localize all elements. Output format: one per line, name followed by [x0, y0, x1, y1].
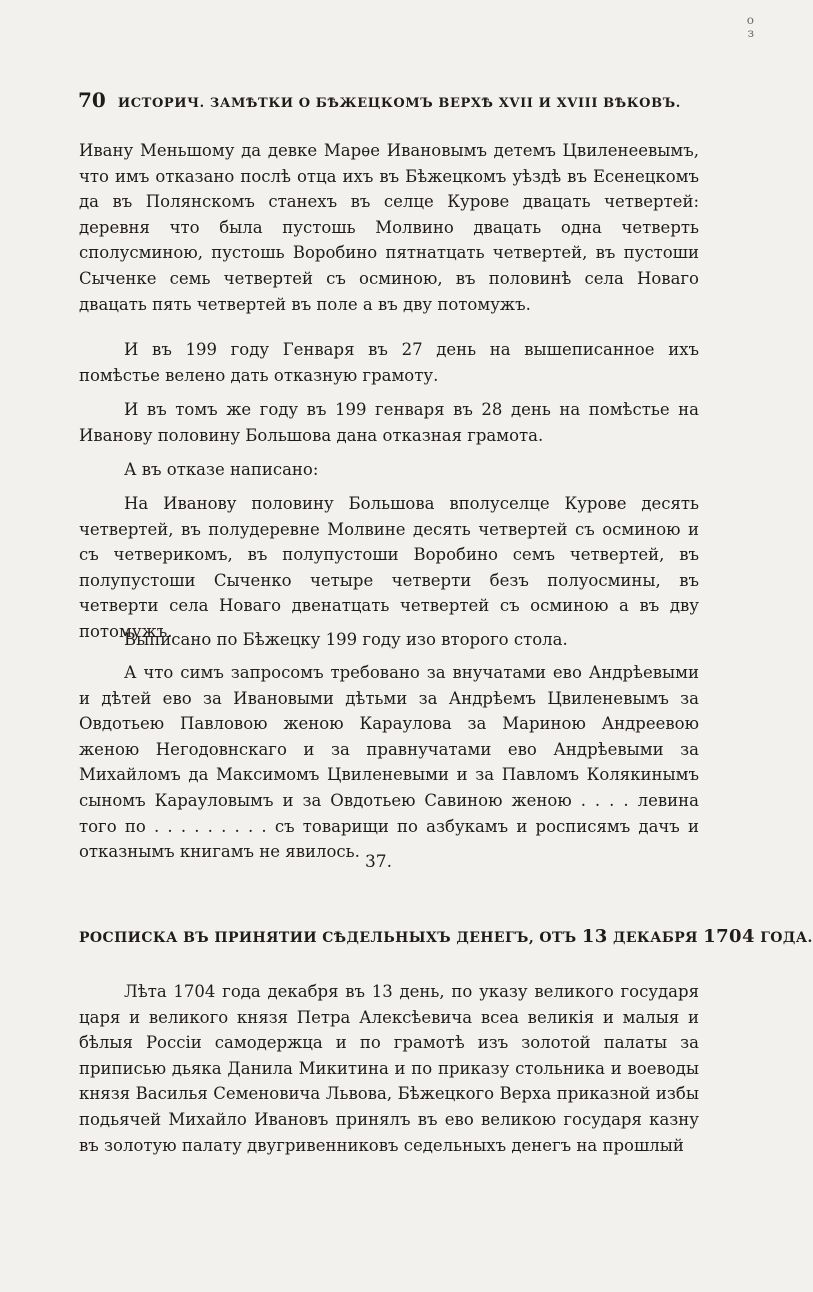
edge-mark-top: о	[746, 13, 754, 27]
section-number: 37.	[364, 852, 393, 872]
paragraph-8: Лѣта 1704 года декабря въ 13 день, по указу великого государя царя и великого князя Петра Алексѣевича всеа великiя и малыя и бѣлыя Россiи самодержца и по грамотѣ изъ золотой палаты за приписью дьяка Данила Микитина и по приказу стольника и воеводы князя Василья Семеновича Львова, Бѣжецкого Верха приказной избы подьячей Михайло Ивановъ принялъ въ ево великою государя казну въ золотую палату двугривенниковъ седельныхъ денегъ на прошлый	[79, 982, 699, 1155]
paragraph-2: И въ 199 году Генваря въ 27 день на вышеписанное ихъ помѣстье велено дать отказную грамоту.	[79, 340, 699, 385]
edge-mark-second: з	[747, 26, 754, 40]
paragraph-7: А что симъ запросомъ требовано за внучатами ево Андрѣевыми и дѣтей ево за Ивановыми дѣтьми за Андрѣемъ Цвиленевымъ за Овдотьею Павловою женою Караулова за Мариною Андреевою женою Негодовнскаго и за правнучатами ево Андрѣевыми за Михайломъ да Максимомъ Цвиленевыми и за Павломъ Колякинымъ сыномъ Карауловымъ и за Овдотьею Савиною женою . . . . левина того по . . . . . . . . . съ товарищи по азбукамъ и росписямъ дачъ и отказнымъ книгамъ не явилось.	[79, 663, 699, 862]
paragraph-3: И въ томъ же году въ 199 генваря въ 28 день на помѣстье на Иванову половину Большова дана отказная грамота.	[79, 400, 699, 445]
document-title	[79, 926, 813, 947]
paragraph-1: Ивану Меньшому да девке Марѳе Ивановымъ детемъ Цвиленеевымъ, что имъ отказано послѣ отца ихъ въ Бѣжецкомъ уѣздѣ въ Есенецкомъ да въ Полянскомъ станехъ въ селце Курове двацать четвертей: деревня что была пустошь Молвино двацать одна четверть сполусминою, пустошь Воробино пятнатцать четвертей, въ пустоши Сыченке семь четвертей съ осминою, въ половинѣ села Новаго двацать пять четвертей въ поле а въ дву потомужъ.	[79, 141, 699, 314]
page-number: 70	[78, 88, 106, 112]
document-title-suffix: ГОДА.	[760, 930, 813, 946]
document-title-month: ДЕКАБРЯ	[613, 930, 698, 946]
running-head-title: ИСТОРИЧ. ЗАМѢТКИ О БѢЖЕЦКОМЪ ВЕРХѢ XVII И XVIII ВѢКОВЪ.	[117, 96, 681, 111]
document-title-year: 1704	[703, 926, 755, 947]
paragraph-5: На Иванову половину Большова вполуселце Курове десять четвертей, въ полудеревне Молвине десять четвертей съ осминою и съ четверикомъ, въ полупустоши Воробино семъ четвертей, въ полупустоши Сыченко четыре четверти безъ полуосмины, въ четверти села Новаго двенатцать четвертей съ осминою а въ дву потомужъ.	[79, 494, 699, 641]
paragraph-6: Выписано по Бѣжецку 199 году изо второго стола.	[124, 630, 568, 649]
running-head	[78, 88, 698, 112]
paragraph-4: А въ отказе написано:	[124, 460, 319, 479]
document-title-day: 13	[581, 926, 608, 947]
document-title-prefix: РОСПИСКА ВЪ ПРИНЯТИИ СѢДЕЛЬНЫХЪ ДЕНЕГЪ, ОТЪ	[79, 930, 577, 946]
